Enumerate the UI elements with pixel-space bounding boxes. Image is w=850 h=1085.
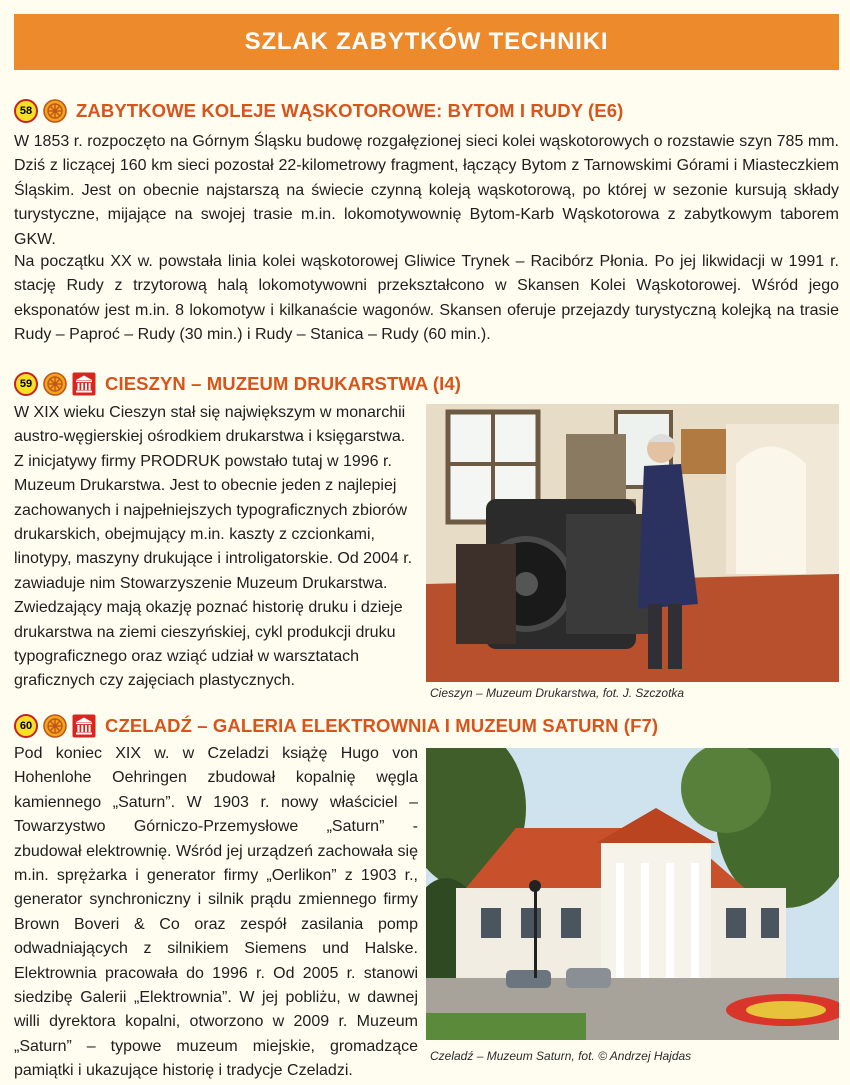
museum-icon [72, 372, 96, 396]
wheel-icon [43, 372, 67, 396]
number-badge: 58 [14, 99, 38, 123]
number-badge: 59 [14, 372, 38, 396]
section-paragraph: W 1853 r. rozpoczęto na Górnym Śląsku budowę rozgałęzionej sieci kolei wąskotorowych o rozstawie szyn 785 mm. Dziś z liczącej 160 km sieci pozostał 22-kilometrowy fragment, łączący Bytom z Tarnowskimi Górami i Miasteczkiem Śląskim. Jest on obecnie najstarszą na świecie czynną koleją wąskotorową, po której w sezonie kursują składy turystyczne, mijające na swojej trasie m.in. lokomotywownię Bytom-Karb Wąskotorowa z zabytkowym taborem GKW. [14, 133, 839, 248]
museum-icon [72, 714, 96, 738]
saturn-museum-photo [426, 748, 839, 1040]
wheel-icon [43, 99, 67, 123]
section-title: ZABYTKOWE KOLEJE WĄSKOTOROWE: BYTOM I RUDY (E6) [76, 100, 624, 121]
printing-museum-photo [426, 404, 839, 682]
wheel-icon [43, 714, 67, 738]
section-paragraph: Na początku XX w. powstała linia kolei wąskotorowej Gliwice Trynek – Racibórz Płonia. Po jej likwidacji w 1991 r. stację Rudy z trzytorową halą lokomotywowni przekształcono w Skansen Kolei Wąskotorowej. Wśród jego eksponatów jest m.in. 8 lokomotyw i kilkanaście wagonów. Skansen oferuje przejazdy turystyczną kolejką na trasie Rudy – Paproć – Rudy (30 min.) i Rudy – Stanica – Rudy (60 min.). [14, 253, 839, 344]
number-badge: 60 [14, 714, 38, 738]
section-heading-60 [14, 714, 658, 738]
section-title: CZELADŹ – GALERIA ELEKTROWNIA I MUZEUM SATURN (F7) [105, 715, 659, 736]
page-header-banner [14, 14, 839, 70]
photo-caption: Czeladź – Muzeum Saturn, fot. © Andrzej Hajdas [430, 1049, 692, 1063]
section-title: CIESZYN – MUZEUM DRUKARSTWA (I4) [105, 373, 462, 394]
page-title: SZLAK ZABYTKÓW TECHNIKI [244, 28, 609, 55]
section-heading-58 [14, 99, 623, 123]
photo-caption: Cieszyn – Muzeum Drukarstwa, fot. J. Szczotka [430, 686, 685, 700]
section-paragraph: Pod koniec XIX w. w Czeladzi książę Hugo von Hohenlohe Oehringen zbudował kopalnię węgla kamiennego „Saturn”. W 1903 r. nowy właściciel – Towarzystwo Górniczo-Przemysłowe „Saturn” - zbudował elektrownię. Wśród jej urządzeń zachowała się m.in. sprężarka i generator firmy „Oerlikon” z 1903 r., generator synchroniczny i silnik prądu zmiennego firmy Brown Boveri & Co oraz zespół zasilania pomp odwadniających z silnikiem Siemens und Halske. Elektrownia pracowała do 1996 r. Od 2005 r. stanowi siedzibę Galerii „Elektrownia”. W jej pobliżu, w dawnej willi dyrektora kopalni, otworzono w 2009 r. Muzeum „Saturn” – typowe muzeum miejskie, gromadzące pamiątki i ukazujące historię i tradycje Czeladzi. [14, 745, 418, 1080]
section-paragraph: W XIX wieku Cieszyn stał się największym w monarchii austro-węgierskiej ośrodkiem drukarstwa i księgarstwa. Z inicjatywy firmy PRODRUK powstało tutaj w 1996 r. Muzeum Drukarstwa. Jest to obecnie jeden z najlepiej zachowanych i najpełniejszych typograficznych zbiorów drukarskich, obejmujący m.in. kaszty z czcionkami, linotypy, maszyny drukujące i introligatorskie. Od 2004 r. zawiaduje nim Stowarzyszenie Muzeum Drukarstwa. Zwiedzający mają okazję poznać historię druku i dzieje drukarstwa na ziemi cieszyńskiej, cykl produkcji druku typograficznego oraz wziąć udział w warsztatach graficznych czy zajęciach plastycznych. [14, 404, 413, 690]
section-heading-59 [14, 372, 461, 396]
